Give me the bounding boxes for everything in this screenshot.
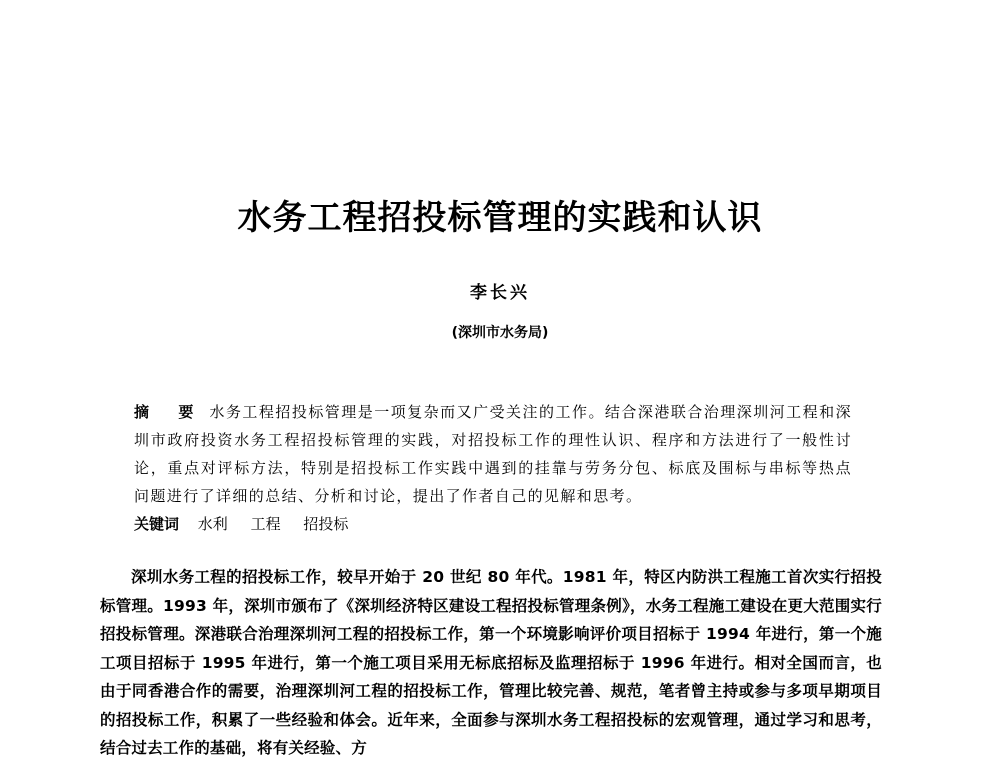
keywords-label: 关键词 (134, 515, 180, 533)
body-paragraph: 深圳水务工程的招投标工作，较早开始于 20 世纪 80 年代。1981 年，特区内防洪工程施工首次实行招投标管理。1993 年，深圳市颁布了《深圳经济特区建设工程招投标管理条例》，水务工程施工建设在更大范围实行招投标管理。深港联合治理深圳河工程的招投标工作，第一个环境影响评价项目招标于 1994 年进行，第一个施工项目招标于 1995 年进行，第一个施工项目采用无标底招标及监理招标于 1996 年进行。相对全国而言，也由于同香港合作的需要，治理深圳河工程的招投标工作，管理比较完善、规范，笔者曾主持或参与多项早期项目的招投标工作，积累了一些经验和体会。近年来，全面参与深圳水务工程招投标的宏观管理，通过学习和思考，结合过去工作的基础，将有关经验、方 (100, 568, 882, 757)
abstract-label: 摘 要 (134, 403, 206, 421)
abstract-text: 水务工程招投标管理是一项复杂而又广受关注的工作。结合深港联合治理深圳河工程和深圳市政府投资水务工程招投标管理的实践，对招投标工作的理性认识、程序和方法进行了一般性讨论，重点对评标方法，特别是招投标工作实践中遇到的挂靠与劳务分包、标底及围标与串标等热点问题进行了详细的总结、分析和讨论，提出了作者自己的见解和思考。 (134, 403, 852, 505)
keyword-item: 水利 (197, 515, 228, 533)
author-affiliation: (深圳市水务局) (451, 325, 549, 341)
author-name: 李长兴 (470, 283, 530, 303)
paper-title: 水务工程招投标管理的实践和认识 (237, 198, 763, 238)
keywords (134, 510, 852, 538)
keyword-item: 招投标 (303, 515, 349, 533)
keyword-item: 工程 (250, 515, 281, 533)
abstract (134, 398, 852, 510)
